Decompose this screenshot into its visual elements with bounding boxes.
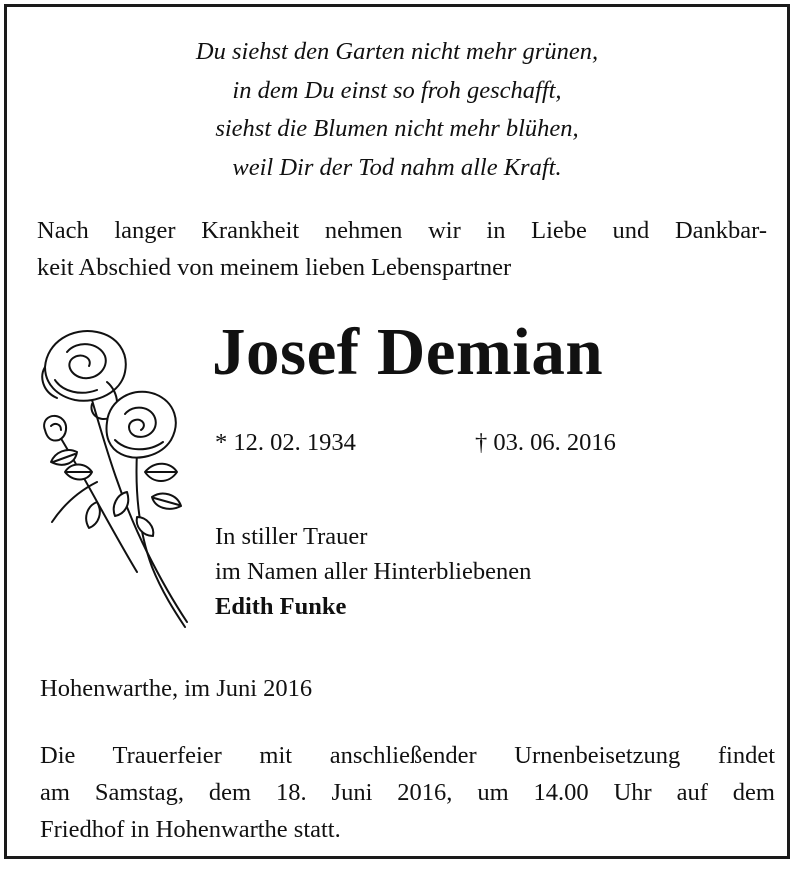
poem-line: Du siehst den Garten nicht mehr grünen, [195, 38, 599, 65]
poem [7, 33, 787, 187]
obituary-frame [4, 4, 790, 859]
ceremony-line: Die Trauerfeier mit anschließender Urnenbeisetzung findet [40, 742, 775, 769]
mourning-line: In stiller Trauer [215, 523, 368, 550]
birth-date: * 12. 02. 1934 [215, 429, 356, 456]
place-date: Hohenwarthe, im Juni 2016 [40, 675, 313, 702]
intro-line: keit Abschied von meinem lieben Lebenspartner [37, 254, 512, 281]
ceremony-line: Friedhof in Hohenwarthe statt. [40, 816, 341, 843]
deceased-name: Josef Demian [212, 315, 604, 389]
death-date: † 03. 06. 2016 [475, 429, 616, 456]
poem-line: weil Dir der Tod nahm alle Kraft. [232, 153, 562, 181]
intro-text [37, 212, 767, 286]
poem-line: in dem Du einst so froh geschafft, [232, 76, 562, 104]
ceremony-text [40, 737, 775, 848]
ceremony-line: am Samstag, dem 18. Juni 2016, um 14.00 Uhr auf dem [40, 779, 775, 806]
intro-line: Nach langer Krankheit nehmen wir in Liebe und Dankbar- [37, 217, 767, 244]
mourning-block [215, 519, 531, 624]
mourning-line: im Namen aller Hinterbliebenen [215, 558, 532, 585]
poem-line: siehst die Blumen nicht mehr blühen, [215, 115, 579, 142]
roses-illustration [37, 322, 202, 632]
signer-name: Edith Funke [215, 593, 347, 620]
